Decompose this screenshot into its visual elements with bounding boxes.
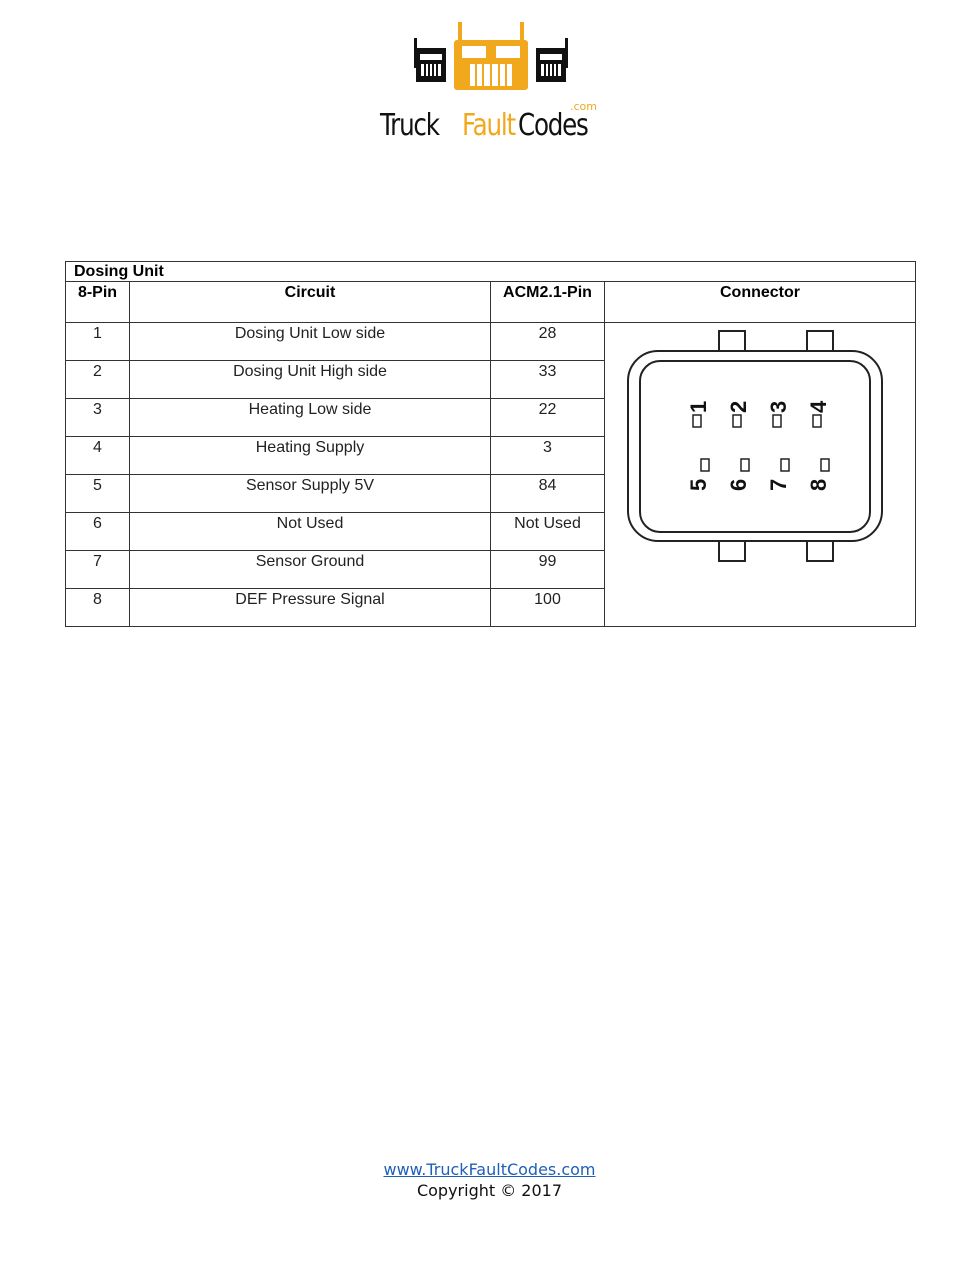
pin-number-8: 8: [806, 478, 831, 491]
truck-logo-icon: [414, 20, 568, 92]
circuit-cell: Not Used: [130, 513, 491, 551]
footer-copyright: Copyright © 2017: [416, 1181, 563, 1200]
logo-word-fault: Fault: [462, 108, 515, 143]
circuit-cell: Heating Supply: [130, 437, 491, 475]
footer-website: [0, 1160, 979, 1179]
pin-slot: [693, 415, 701, 427]
pin-slot: [773, 415, 781, 427]
pin-number-5: 5: [686, 478, 711, 491]
pin-cell: 7: [66, 551, 130, 589]
connector-face: [640, 361, 870, 532]
header-acm-pin: ACM2.1-Pin: [491, 282, 605, 323]
acm-pin-cell: 3: [491, 437, 605, 475]
pin-cell: 3: [66, 399, 130, 437]
connector-latch-tab: [719, 331, 745, 351]
pin-cell: 2: [66, 361, 130, 399]
pin-cell: 1: [66, 323, 130, 361]
pin-cell: 8: [66, 589, 130, 627]
pin-number-4: 4: [806, 400, 831, 413]
table-row: [66, 323, 916, 361]
pin-cell: 6: [66, 513, 130, 551]
website-link[interactable]: www.TruckFaultCodes.com: [383, 1160, 596, 1179]
connector-latch-tab: [807, 541, 833, 561]
acm-pin-cell: Not Used: [491, 513, 605, 551]
table-header-row: [66, 282, 916, 323]
circuit-cell: Sensor Ground: [130, 551, 491, 589]
logo-wordmark: [378, 90, 604, 142]
pin-slot: [781, 459, 789, 471]
connector-diagram-cell: [605, 323, 916, 627]
pin-slot: [813, 415, 821, 427]
circuit-cell: Heating Low side: [130, 399, 491, 437]
connector-latch-tab: [719, 541, 745, 561]
circuit-cell: DEF Pressure Signal: [130, 589, 491, 627]
logo-word-truck: Truck: [380, 108, 439, 143]
acm-pin-cell: 84: [491, 475, 605, 513]
acm-pin-cell: 28: [491, 323, 605, 361]
header-circuit: Circuit: [130, 282, 491, 323]
pin-slot: [821, 459, 829, 471]
acm-pin-cell: 33: [491, 361, 605, 399]
circuit-cell: Dosing Unit Low side: [130, 323, 491, 361]
pin-number-7: 7: [766, 478, 791, 491]
acm-pin-cell: 22: [491, 399, 605, 437]
pin-number-1: 1: [686, 400, 711, 413]
connector-latch-tab: [807, 331, 833, 351]
pin-slot: [741, 459, 749, 471]
dosing-unit-table: [65, 261, 916, 627]
site-logo: [378, 20, 604, 143]
circuit-cell: Dosing Unit High side: [130, 361, 491, 399]
connector-diagram: [605, 325, 916, 611]
logo-word-codes: Codes: [518, 108, 588, 143]
header-pin: 8-Pin: [66, 282, 130, 323]
pin-cell: 4: [66, 437, 130, 475]
pin-number-2: 2: [726, 400, 751, 413]
pin-number-6: 6: [726, 478, 751, 491]
pin-slot: [733, 415, 741, 427]
pin-cell: 5: [66, 475, 130, 513]
acm-pin-cell: 100: [491, 589, 605, 627]
pin-number-3: 3: [766, 400, 791, 413]
acm-pin-cell: 99: [491, 551, 605, 589]
logo-word-com: .com: [570, 100, 597, 113]
pin-slot: [701, 459, 709, 471]
table-caption: Dosing Unit: [66, 262, 916, 282]
circuit-cell: Sensor Supply 5V: [130, 475, 491, 513]
header-connector: Connector: [605, 282, 916, 323]
